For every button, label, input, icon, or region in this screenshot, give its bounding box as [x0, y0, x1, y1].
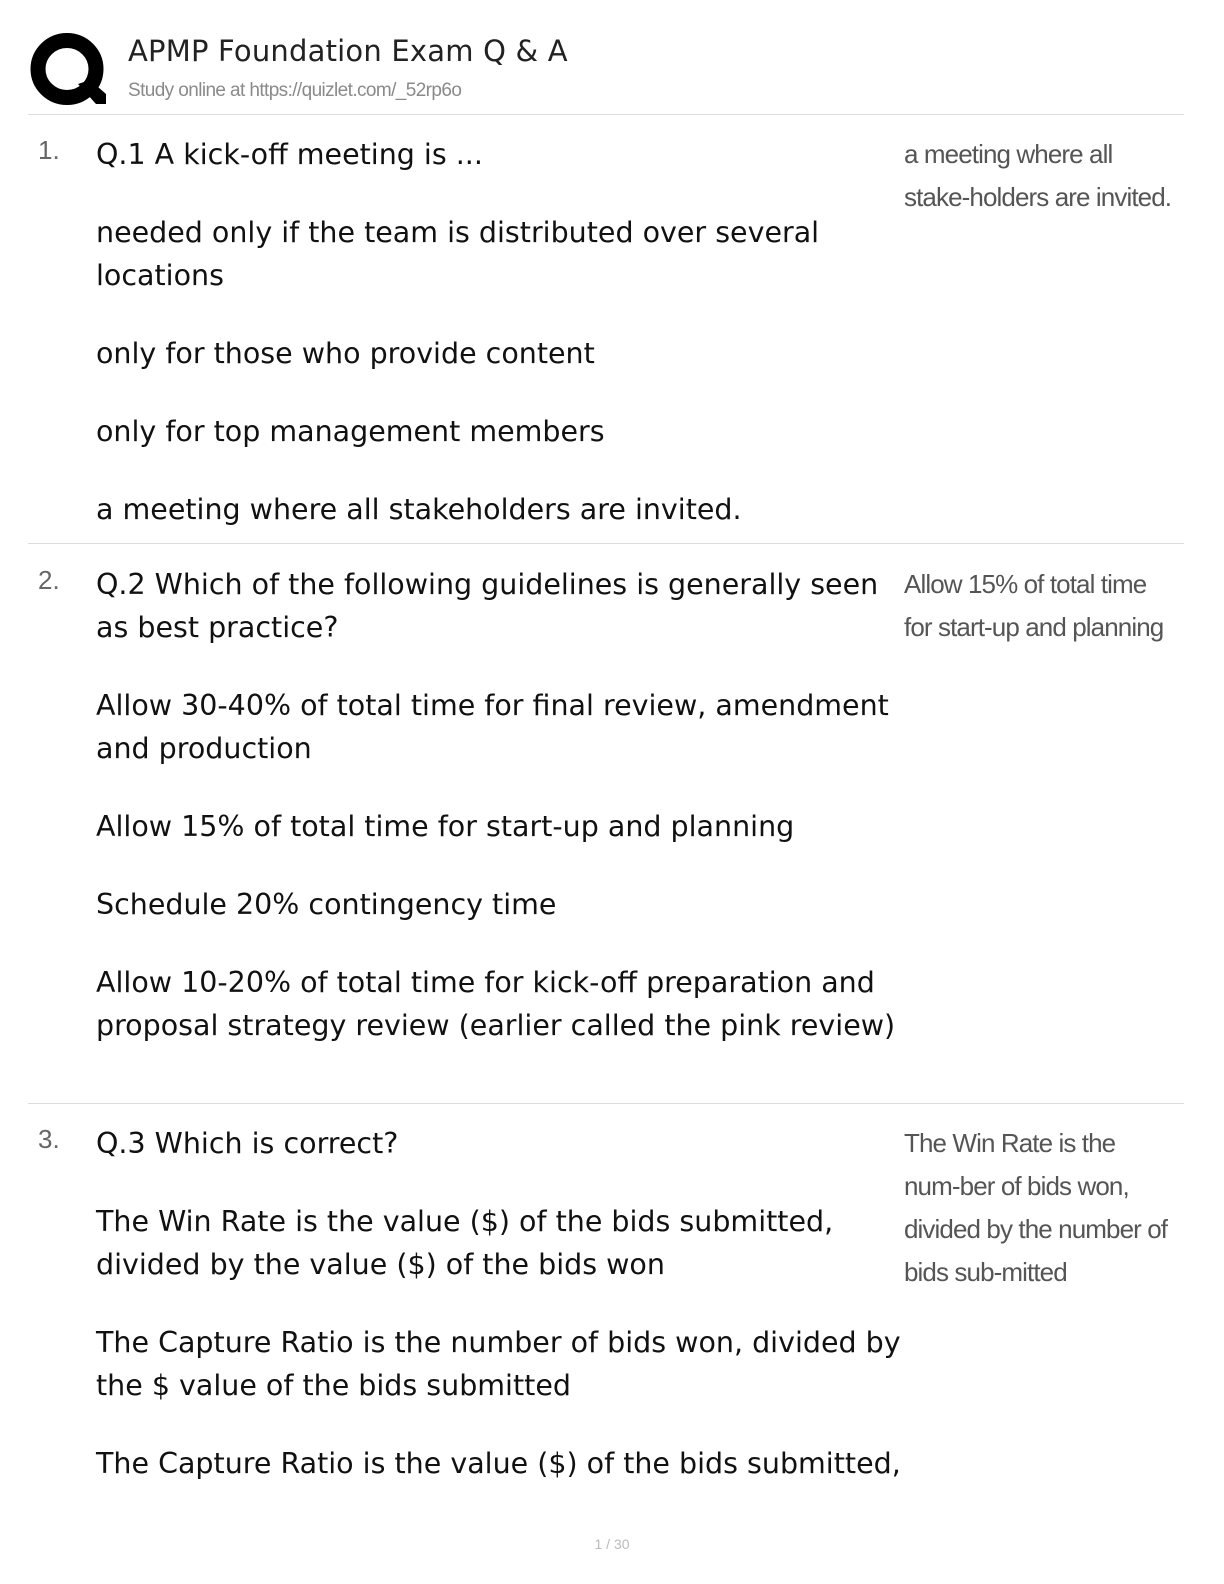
answer-text: Allow 15% of total time for start-up and planning — [904, 569, 1164, 642]
page-title: APMP Foundation Exam Q & A — [128, 34, 568, 68]
answer-text: a meeting where all stake-holders are invited. — [904, 139, 1172, 212]
option-text: Allow 15% of total time for start-up and planning — [96, 810, 795, 843]
quizlet-logo-icon — [30, 32, 108, 108]
item-number: 2. — [38, 565, 60, 595]
qa-item — [28, 1122, 1184, 1492]
item-number: 1. — [38, 135, 60, 165]
option-text: only for top management members — [96, 415, 605, 448]
study-online-link[interactable]: Study online at https://quizlet.com/_52rp6o — [128, 80, 462, 101]
question-text: Q.3 Which is correct? — [96, 1127, 399, 1160]
option-text: Schedule 20% contingency time — [96, 888, 557, 921]
page-header — [28, 30, 1184, 115]
qa-item — [28, 563, 1184, 1104]
option-text: The Capture Ratio is the value ($) of the bids submitted, — [96, 1447, 901, 1480]
item-number: 3. — [38, 1124, 60, 1154]
question-block — [96, 1122, 904, 1520]
option-text: The Win Rate is the value ($) of the bids submitted, divided by the value ($) of the bids won — [96, 1205, 834, 1281]
option-text: Allow 30-40% of total time for final review, amendment and production — [96, 689, 889, 765]
question-text: Q.1 A kick-off meeting is ... — [96, 138, 483, 171]
answer-text: The Win Rate is the num-ber of bids won, divided by the number of bids sub-mitted — [904, 1128, 1168, 1287]
question-block — [96, 563, 904, 1082]
page-number: 1 / 30 — [594, 1536, 630, 1552]
option-text: The Capture Ratio is the number of bids won, divided by the $ value of the bids submitted — [96, 1326, 901, 1402]
option-text: a meeting where all stakeholders are invited. — [96, 493, 742, 526]
option-text: Allow 10-20% of total time for kick-off preparation and proposal strategy review (earlier called the pink review) — [96, 966, 896, 1042]
question-block — [96, 133, 904, 566]
qa-item — [28, 133, 1184, 544]
question-text: Q.2 Which of the following guidelines is generally seen as best practice? — [96, 568, 879, 644]
option-text: only for those who provide content — [96, 337, 595, 370]
option-text: needed only if the team is distributed over several locations — [96, 216, 820, 292]
